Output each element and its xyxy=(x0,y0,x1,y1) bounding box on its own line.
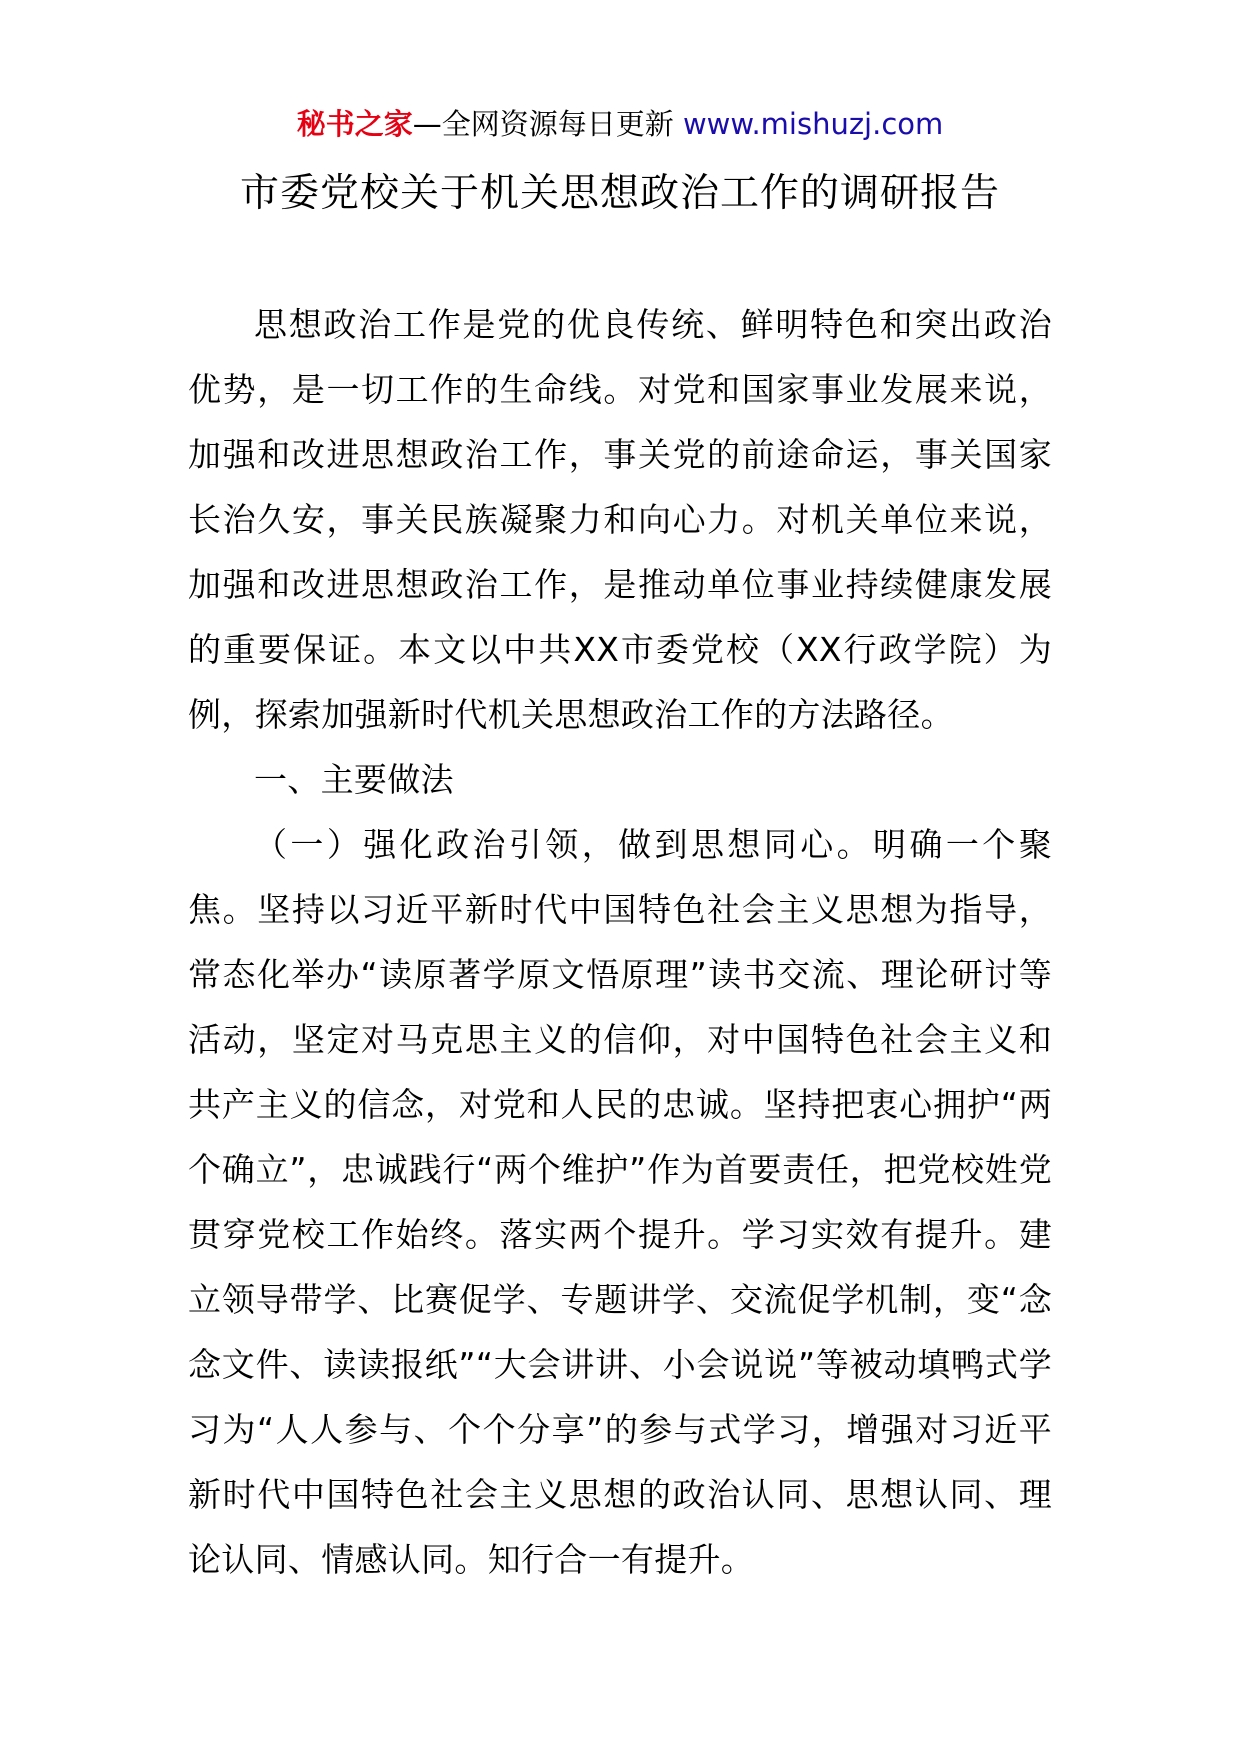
website-link[interactable]: www.mishuzj.com xyxy=(682,107,944,141)
brand-name: 秘书之家 xyxy=(296,107,413,141)
header-slogan: —全网资源每日更新 xyxy=(412,107,683,141)
site-header xyxy=(0,104,1240,144)
document-title: 市委党校关于机关思想政治工作的调研报告 xyxy=(239,171,1000,216)
intro-paragraph: 思想政治工作是党的优良传统、鲜明特色和突出政治优势，是一切工作的生命线。对党和国家事业发展来说，加强和改进思想政治工作，事关党的前途命运，事关国家长治久安，事关民族凝聚力和向心力。对机关单位来说，加强和改进思想政治工作，是推动单位事业持续健康发展的重要保证。本文以中共XX市委党校（XX行政学院）为例，探索加强新时代机关思想政治工作的方法路径。 xyxy=(188,305,1052,734)
section-heading: 一、主要做法 xyxy=(254,760,454,799)
document-body xyxy=(188,292,1052,1592)
section-paragraph: （一）强化政治引领，做到思想同心。明确一个聚焦。坚持以习近平新时代中国特色社会主义思想为指导，常态化举办“读原著学原文悟原理”读书交流、理论研讨等活动，坚定对马克思主义的信仰，对中国特色社会主义和共产主义的信念，对党和人民的忠诚。坚持把衷心拥护“两个确立”，忠诚践行“两个维护”作为首要责任，把党校姓党贯穿党校工作始终。落实两个提升。学习实效有提升。建立领导带学、比赛促学、专题讲学、交流促学机制，变“念念文件、读读报纸”“大会讲讲、小会说说”等被动填鸭式学习为“人人参与、个个分享”的参与式学习，增强对习近平新时代中国特色社会主义思想的政治认同、思想认同、理论认同、情感认同。知行合一有提升。 xyxy=(188,825,1052,1579)
